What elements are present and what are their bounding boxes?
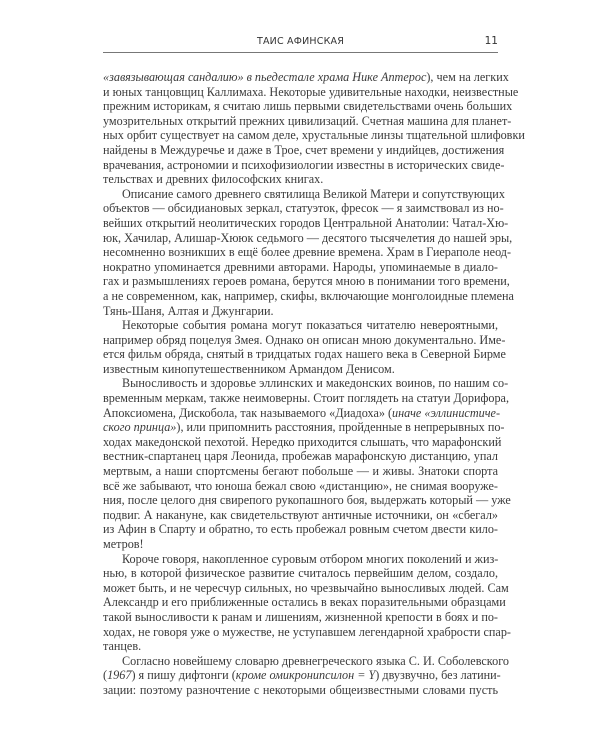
text-line <box>103 479 498 494</box>
text-line <box>103 639 498 654</box>
paragraph <box>103 70 525 187</box>
text-line <box>103 420 505 435</box>
text-segment: Короче говоря, накопленное суровым отбором многих поколений и жиз- <box>122 551 499 566</box>
text-line <box>103 288 514 304</box>
text-segment: вейших открытий неолитических городов Центральной Анатолии: Чатал-Хю- <box>103 215 509 230</box>
italic-text: 1967 <box>107 668 132 683</box>
text-segment: всё же забывают, что юноша бежал свою «дистанцию», не снимая вооруже- <box>103 478 498 493</box>
text-segment: мертвым, а наши спортсмены бегают побольше — и живы. Знатоки спорта <box>103 464 498 479</box>
text-segment: объектов — обсидиановых зеркал, статуэток, фресок — я заимствовал из но- <box>103 201 504 216</box>
text-segment: из Афин в Спарту и обратно, то есть пробежал ровным счетом двести кило- <box>103 522 498 537</box>
text-line <box>103 522 498 537</box>
text-segment: танцев. <box>103 639 142 654</box>
text-line <box>103 245 512 260</box>
text-line <box>103 260 498 275</box>
text-segment: а не современном, как, например, скифы, включающие монголоидные племена <box>103 288 514 303</box>
text-segment: ных орбит существует на самом деле, хрустальные линзы тщательной шлифовки <box>103 128 525 143</box>
text-line <box>103 84 519 100</box>
text-line <box>103 464 498 479</box>
italic-text: иначе «эллинистиче- <box>392 405 501 420</box>
text-segment: гах и размышлениях героев романа, берутся мною в понимании того времени, <box>103 274 510 289</box>
text-segment: ется фильм обряда, снятый в тридцатых годах нашего века в Северной Бирме <box>103 347 506 362</box>
text-line <box>103 683 498 698</box>
text-line <box>103 347 506 362</box>
paragraph <box>103 551 511 654</box>
text-segment: найдены в Междуречье и даже в Трое, счет времени у индийцев, достижения <box>103 142 505 157</box>
text-segment: Александр и его приближенные остались в веках поразительными образцами <box>103 595 506 610</box>
text-line <box>103 215 509 231</box>
text-segment: известным кинопутешественником Армандом Денисом. <box>103 361 395 376</box>
text-segment: Тянь-Шаня, Алтая и Джунгарии. <box>103 303 274 318</box>
text-segment: Апоксиомена, Дискобола, так называемого «Диадоха» ( <box>103 405 393 420</box>
text-line <box>103 376 509 391</box>
text-segment: может быть, и не чересчур сильных, но чрезвычайно выносливых людей. Сам <box>103 580 509 595</box>
text-segment: ), или припомнить расстояния, пройденные в непрерывных по- <box>176 420 505 435</box>
text-line <box>103 318 498 333</box>
text-line <box>103 493 511 508</box>
italic-text: кроме омикронипсилон = Y <box>235 668 376 683</box>
text-segment: вестник-спартанец царя Леонида, пробежав марафонскую дистанцию, упал <box>103 449 498 464</box>
text-segment: ходах македонской пехотой. Нередко приходится слышать, что марафонский <box>103 434 502 449</box>
running-header <box>103 34 498 50</box>
italic-text: ского принца» <box>103 420 177 435</box>
text-line <box>103 113 512 129</box>
text-segment: временным меркам, также неимоверны. Стоит поглядеть на статуи Дорифора, <box>103 391 510 406</box>
body-text <box>103 70 525 698</box>
text-segment: ), чем на легких <box>426 70 509 84</box>
text-segment: ) я пишу дифтонги ( <box>131 668 236 683</box>
text-line <box>103 580 509 596</box>
running-title: ТАИС АФИНСКАЯ <box>256 36 345 47</box>
text-segment: ( <box>103 668 108 683</box>
text-line <box>103 653 509 669</box>
text-segment: метров! <box>103 537 144 551</box>
text-line <box>103 405 501 421</box>
text-line <box>103 391 510 406</box>
text-segment: зации: поэтому разночтение с некоторыми общеизвестными словами пусть <box>103 682 498 697</box>
text-line <box>103 157 505 173</box>
text-segment: Выносливость и здоровье эллинских и македонских воинов, по нашим со- <box>122 376 509 391</box>
text-line <box>103 362 498 377</box>
text-segment: юк, Хачилар, Алишар-Хююк седьмого — десятого тысячелетия до нашей эры, <box>103 230 513 245</box>
text-segment: ния, после целого дня свирепого рукопашного боя, выдержать который — уже <box>103 493 511 508</box>
paragraph <box>103 318 506 376</box>
text-segment: прежним историкам, я считаю лишь первыми свидетельствами очень больших <box>103 99 513 114</box>
text-segment: Некоторые события романа могут показаться читателю невероятными, <box>122 318 498 333</box>
text-line <box>103 508 498 523</box>
text-segment: такой выносливости к ранам и лишениям, жизненной крепости в боях и по- <box>103 609 498 624</box>
text-segment: ) двузвучно, без латини- <box>375 668 501 683</box>
text-segment: тельствах и древних философских книгах. <box>103 172 324 187</box>
text-line <box>103 128 525 143</box>
paragraph <box>103 376 511 551</box>
text-segment: нократно упоминается древними авторами. Народы, упоминаемые в диало- <box>103 259 498 274</box>
text-line <box>103 668 501 683</box>
text-line <box>103 99 513 114</box>
paragraph <box>103 653 509 698</box>
text-line <box>103 142 505 158</box>
text-line <box>103 230 513 246</box>
text-segment: нью, в которой физическое развитие считалось первейшим делом, создало, <box>103 566 498 581</box>
text-segment: например обряд поцелуя Змея. Однако он описан мною документально. Име- <box>103 332 506 347</box>
page-number: 11 <box>484 35 498 47</box>
text-segment: подвиг. А накануне, как свидетельствуют античные источники, он «сбегал» <box>103 507 498 522</box>
text-segment: умозрительных открытий прежних цивилизаций. Счетная машина для планет- <box>103 113 512 128</box>
italic-text: «завязывающая сандалию» в пьедестале храма Нике Аптерос <box>103 70 427 84</box>
header-rule <box>103 52 498 53</box>
text-line <box>103 610 498 625</box>
text-line <box>103 566 498 581</box>
text-line <box>103 537 498 552</box>
text-segment: несомненно возникших в ещё более древние времена. Храм в Гиераполе неод- <box>103 245 512 260</box>
text-line <box>103 595 506 610</box>
text-segment: врачевания, астрономии и психофизиологии известны в исторических свиде- <box>103 157 505 172</box>
text-segment: Согласно новейшему словарю древнегреческого языка С. И. Соболевского <box>122 653 509 668</box>
text-line <box>103 172 498 187</box>
text-segment: и юных танцовщиц Каллимаха. Некоторые удивительные находки, неизвестные <box>103 84 519 99</box>
text-line <box>103 186 505 202</box>
paragraph <box>103 186 514 318</box>
text-line <box>103 332 506 348</box>
text-line <box>103 70 509 85</box>
text-line <box>103 449 498 464</box>
text-line <box>103 434 502 450</box>
text-segment: ходах, не говоря уже о мужестве, не уступавшем легендарной храбрости спар- <box>103 624 511 639</box>
text-segment: Описание самого древнего святилища Великой Матери и сопутствующих <box>122 186 505 201</box>
text-line <box>103 304 498 319</box>
text-line <box>103 624 511 640</box>
text-line <box>103 552 498 567</box>
text-line <box>103 201 504 216</box>
text-line <box>103 274 510 289</box>
